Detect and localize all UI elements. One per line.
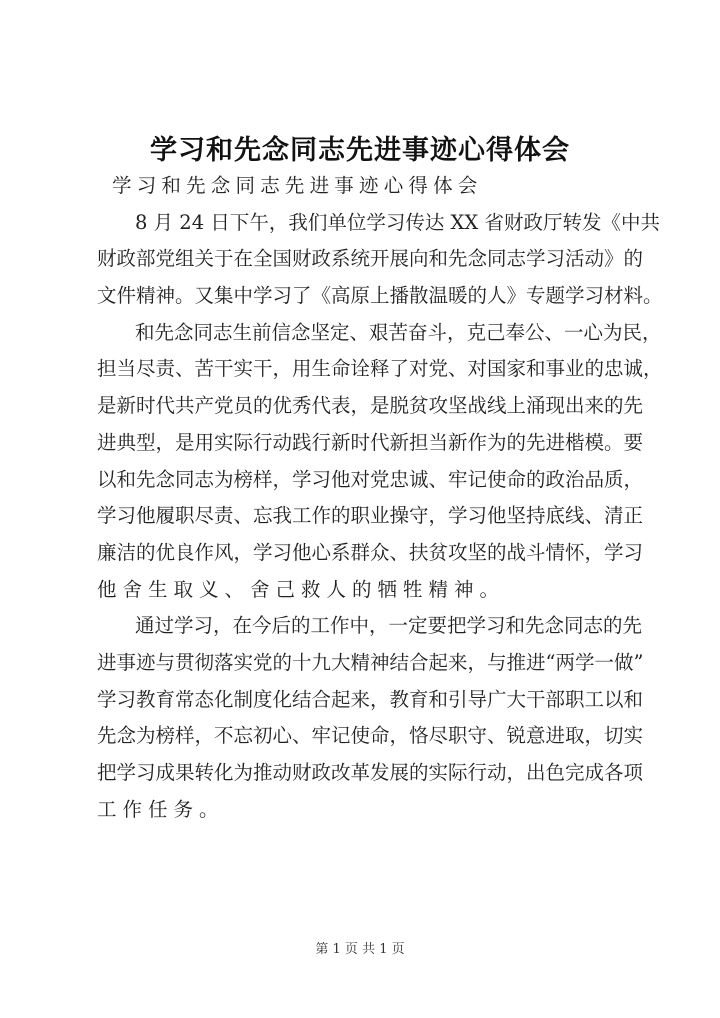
paragraph-line: 他舍生取义、舍己救人的牺牲精神。 bbox=[97, 577, 506, 601]
paragraph bbox=[97, 608, 642, 828]
paragraph-line: 廉洁的优良作风，学习他心系群众、扶贫攻坚的战斗情怀，学习 bbox=[97, 540, 644, 564]
paragraph-line: 进事迹与贯彻落实党的十九大精神结合起来，与推进“两学一做” bbox=[97, 650, 644, 674]
paragraph-line: 把学习成果转化为推动财政改革发展的实际行动，出色完成各项 bbox=[97, 761, 644, 784]
document-body bbox=[97, 168, 663, 828]
document-subtitle: 学习和先念同志先进事迹心得体会 bbox=[112, 174, 483, 197]
paragraph-line: 学习教育常态化制度化结合起来，教育和引导广大干部职工以和 bbox=[97, 687, 644, 711]
paragraph bbox=[97, 205, 663, 315]
paragraph-line: 和先念同志生前信念坚定、艰苦奋斗，克己奉公、一心为民， bbox=[135, 320, 662, 344]
paragraph-line: 担当尽责、苦干实干，用生命诠释了对党、对国家和事业的忠诚， bbox=[97, 357, 663, 381]
paragraph-line: 学习他履职尽责、忘我工作的职业操守，学习他坚持底线、清正 bbox=[97, 504, 644, 528]
paragraph-line: 财政部党组关于在全国财政系统开展向和先念同志学习活动》的 bbox=[97, 247, 644, 271]
document-title: 学习和先念同志先进事迹心得体会 bbox=[150, 135, 570, 166]
paragraph-line: 先念为榜样，不忘初心、牢记使命，恪尽职守、锐意进取，切实 bbox=[97, 724, 644, 748]
paragraph-line: 8 月 24 日下午，我们单位学习传达 XX 省财政厅转发《中共 bbox=[135, 210, 660, 234]
paragraphs bbox=[97, 205, 663, 829]
paragraph-line: 以和先念同志为榜样，学习他对党忠诚、牢记使命的政治品质， bbox=[97, 467, 644, 491]
page-footer: 第 1 页 共 1 页 bbox=[315, 942, 405, 957]
paragraph bbox=[97, 315, 663, 609]
paragraph-line: 是新时代共产党员的优秀代表，是脱贫攻坚战线上涌现出来的先 bbox=[97, 394, 644, 418]
paragraph-line: 文件精神。又集中学习了《高原上播散温暖的人》专题学习材料。 bbox=[97, 284, 663, 308]
paragraph-line: 通过学习，在今后的工作中，一定要把学习和先念同志的先 bbox=[135, 614, 643, 638]
paragraph-line: 工作任务。 bbox=[97, 797, 225, 821]
paragraph-line: 进典型，是用实际行动践行新时代新担当新作为的先进楷模。要 bbox=[97, 430, 644, 454]
